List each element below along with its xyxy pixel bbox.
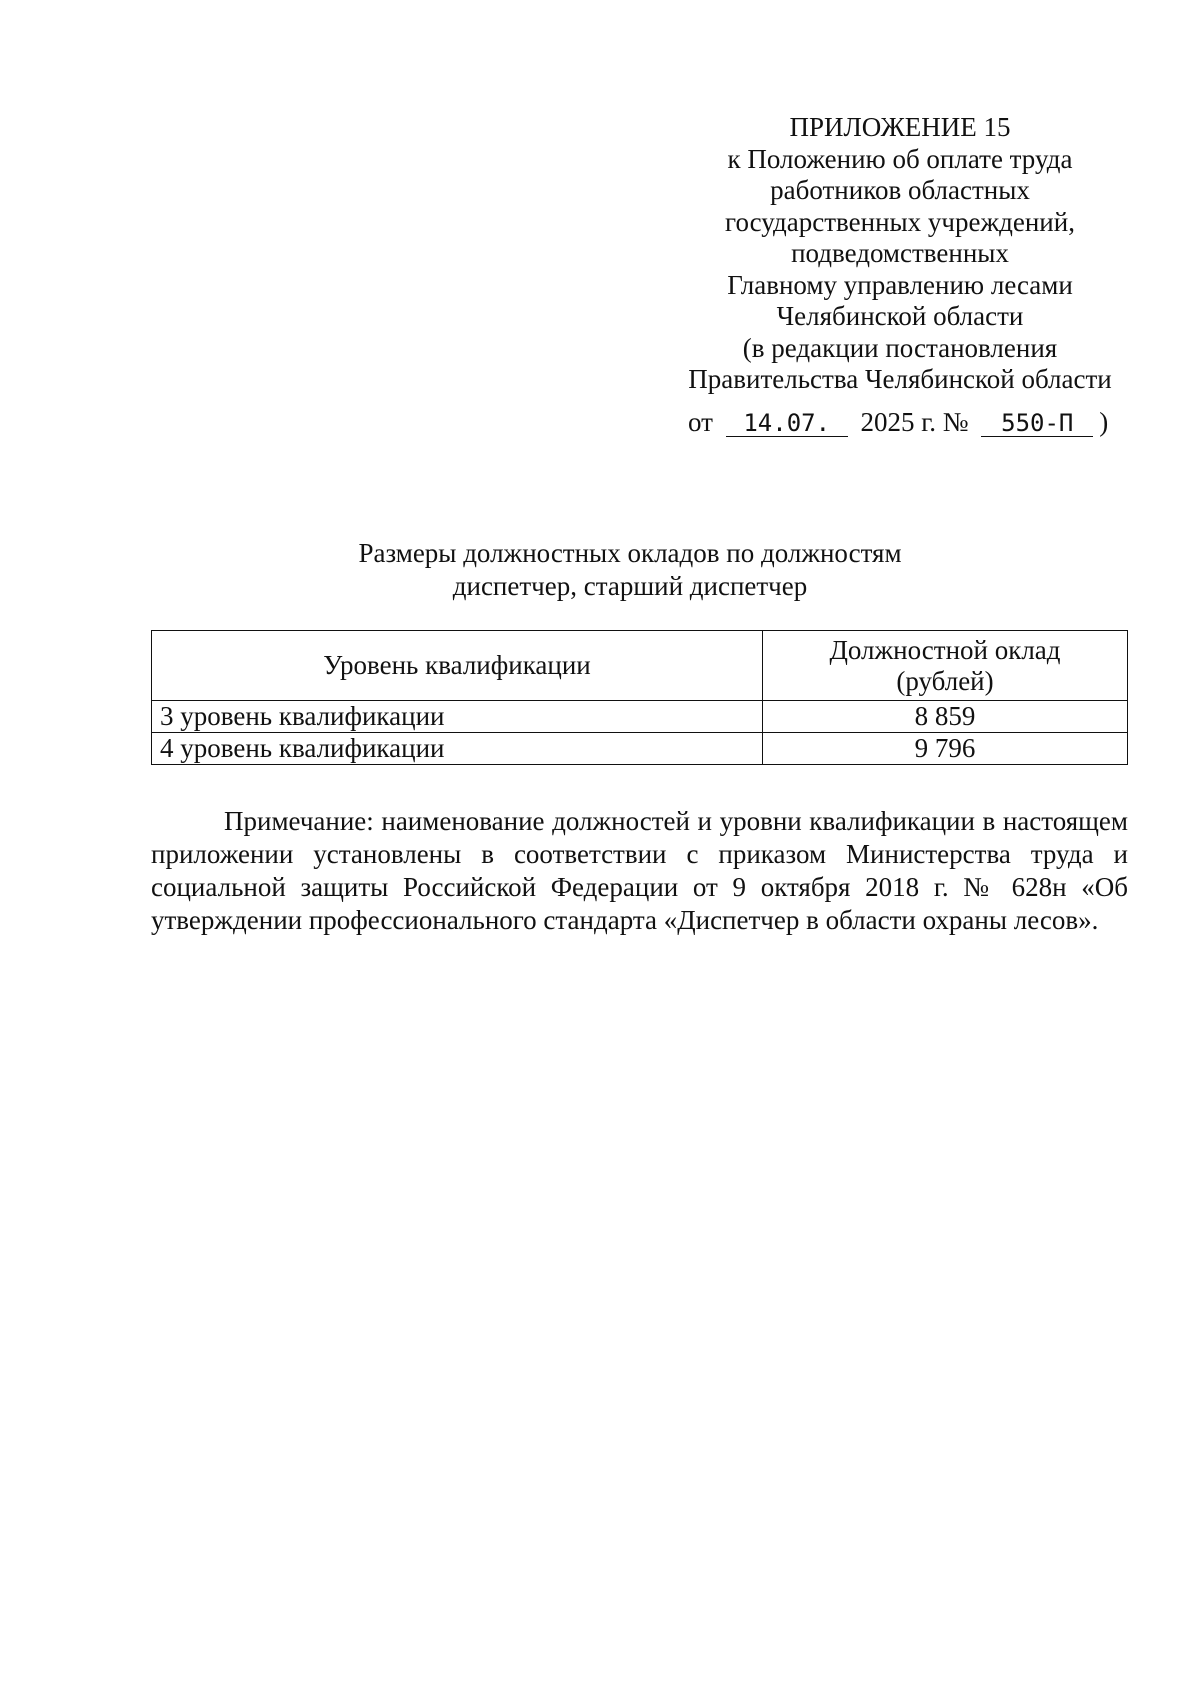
year-text: 2025 г. №: [860, 407, 969, 437]
appendix-line: Главному управлению лесами: [727, 269, 1073, 300]
row-level: 3 уровень квалификации: [152, 701, 763, 733]
row-level: 4 уровень квалификации: [152, 733, 763, 765]
document-title: [150, 537, 1110, 603]
resolution-date: 14.07.: [726, 410, 848, 437]
appendix-line: работников областных: [770, 175, 1030, 205]
appendix-header: [660, 112, 1140, 396]
table-row: [152, 733, 1128, 765]
row-amount: 8 859: [763, 701, 1128, 733]
title-line-1: Размеры должностных окладов по должностям: [358, 538, 902, 568]
appendix-line: государственных учреждений,: [725, 206, 1075, 237]
resolution-date-line: [688, 405, 1108, 439]
appendix-line: Правительства Челябинской области: [688, 364, 1112, 394]
appendix-line: подведомственных: [791, 238, 1009, 268]
row-amount: 9 796: [763, 733, 1128, 765]
resolution-number: 550-П: [981, 410, 1093, 437]
title-line-2: диспетчер, старший диспетчер: [452, 571, 808, 601]
salary-table: [151, 630, 1128, 765]
appendix-line: к Положению об оплате труда: [727, 143, 1073, 174]
appendix-line: Челябинской области: [776, 301, 1024, 331]
table-header-row: [152, 631, 1128, 701]
header-salary-line-1: Должностной оклад: [829, 634, 1061, 665]
table-row: [152, 701, 1128, 733]
date-prefix: от: [688, 407, 713, 437]
header-level: Уровень квалификации: [152, 631, 763, 701]
appendix-title: ПРИЛОЖЕНИЕ 15: [789, 112, 1011, 142]
header-salary: [763, 631, 1128, 701]
header-salary-line-2: (рублей): [896, 665, 994, 696]
note-paragraph: Примечание: наименование должностей и уровни квалификации в настоящем приложении установлены в соответствии с приказом Министерства труда и социальной защиты Российской Федерации от 9 октября 2018 г. № 628н «Об утверждении профессионального стандарта «Диспетчер в области охраны лесов».: [151, 806, 1128, 935]
appendix-line: (в редакции постановления: [742, 332, 1058, 363]
closing-paren: ): [1099, 407, 1109, 437]
